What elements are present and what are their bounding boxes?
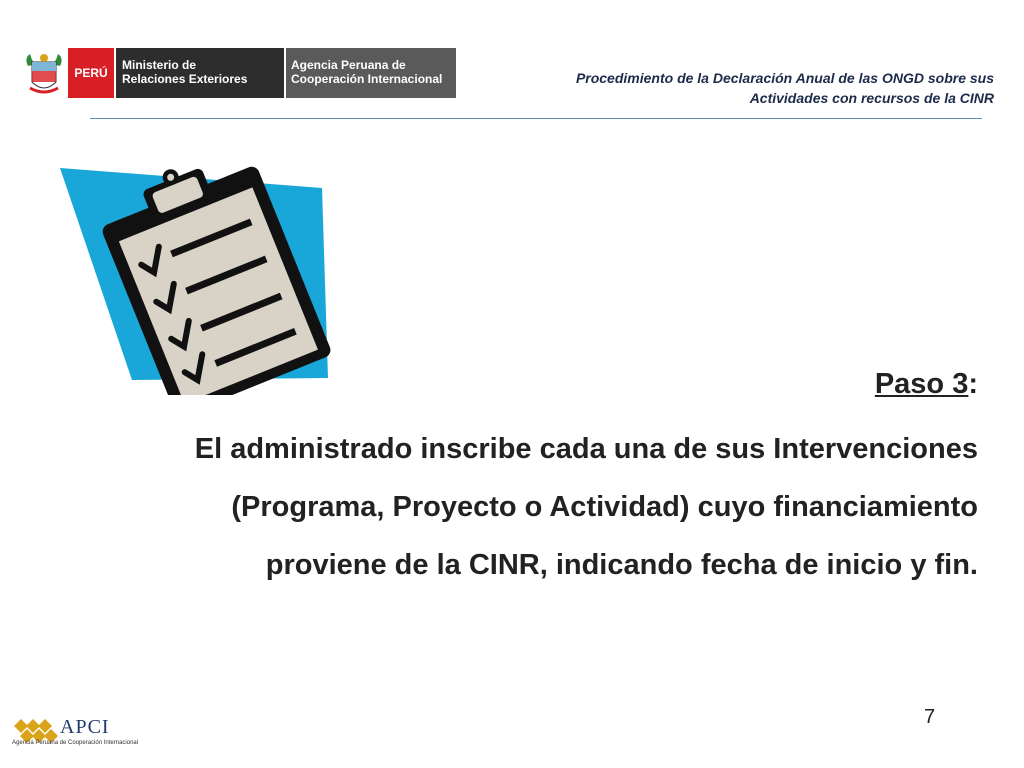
ministry-logo-block bbox=[116, 48, 284, 98]
page-number: 7 bbox=[924, 706, 936, 728]
apci-logo-subtitle: Agencia Peruana de Cooperación Internacional bbox=[12, 740, 139, 746]
description-line-3: proviene de la CINR, indicando fecha de inicio y fin. bbox=[265, 549, 978, 581]
header-title-line-1: Procedimiento de la Declaración Anual de las ONGD sobre sus bbox=[575, 70, 994, 86]
header-divider bbox=[90, 118, 982, 119]
clipboard-checklist-icon bbox=[60, 150, 335, 395]
peru-label: PERÚ bbox=[68, 48, 114, 98]
description-line-2: (Programa, Proyecto o Actividad) cuyo financiamiento bbox=[231, 491, 978, 523]
apci-logo-icon bbox=[12, 712, 60, 752]
step-word: Paso 3 bbox=[874, 368, 969, 400]
agency-line-2: Cooperación Internacional bbox=[291, 72, 443, 86]
step-colon: : bbox=[968, 368, 978, 400]
description-line-1: El administrado inscribe cada una de sus Intervenciones bbox=[194, 433, 978, 465]
apci-logo-text: APCI bbox=[60, 716, 110, 738]
step-description bbox=[38, 420, 978, 594]
header-logos bbox=[22, 48, 456, 98]
agency-logo-block bbox=[286, 48, 456, 98]
ministry-line-1: Ministerio de bbox=[122, 58, 197, 72]
agency-line-1: Agencia Peruana de bbox=[291, 58, 406, 72]
slide-header-title bbox=[576, 68, 994, 108]
peru-coat-of-arms-icon bbox=[22, 48, 66, 98]
ministry-line-2: Relaciones Exteriores bbox=[122, 72, 248, 86]
header-title-line-2: Actividades con recursos de la CINR bbox=[749, 90, 994, 106]
step-heading bbox=[875, 368, 978, 401]
